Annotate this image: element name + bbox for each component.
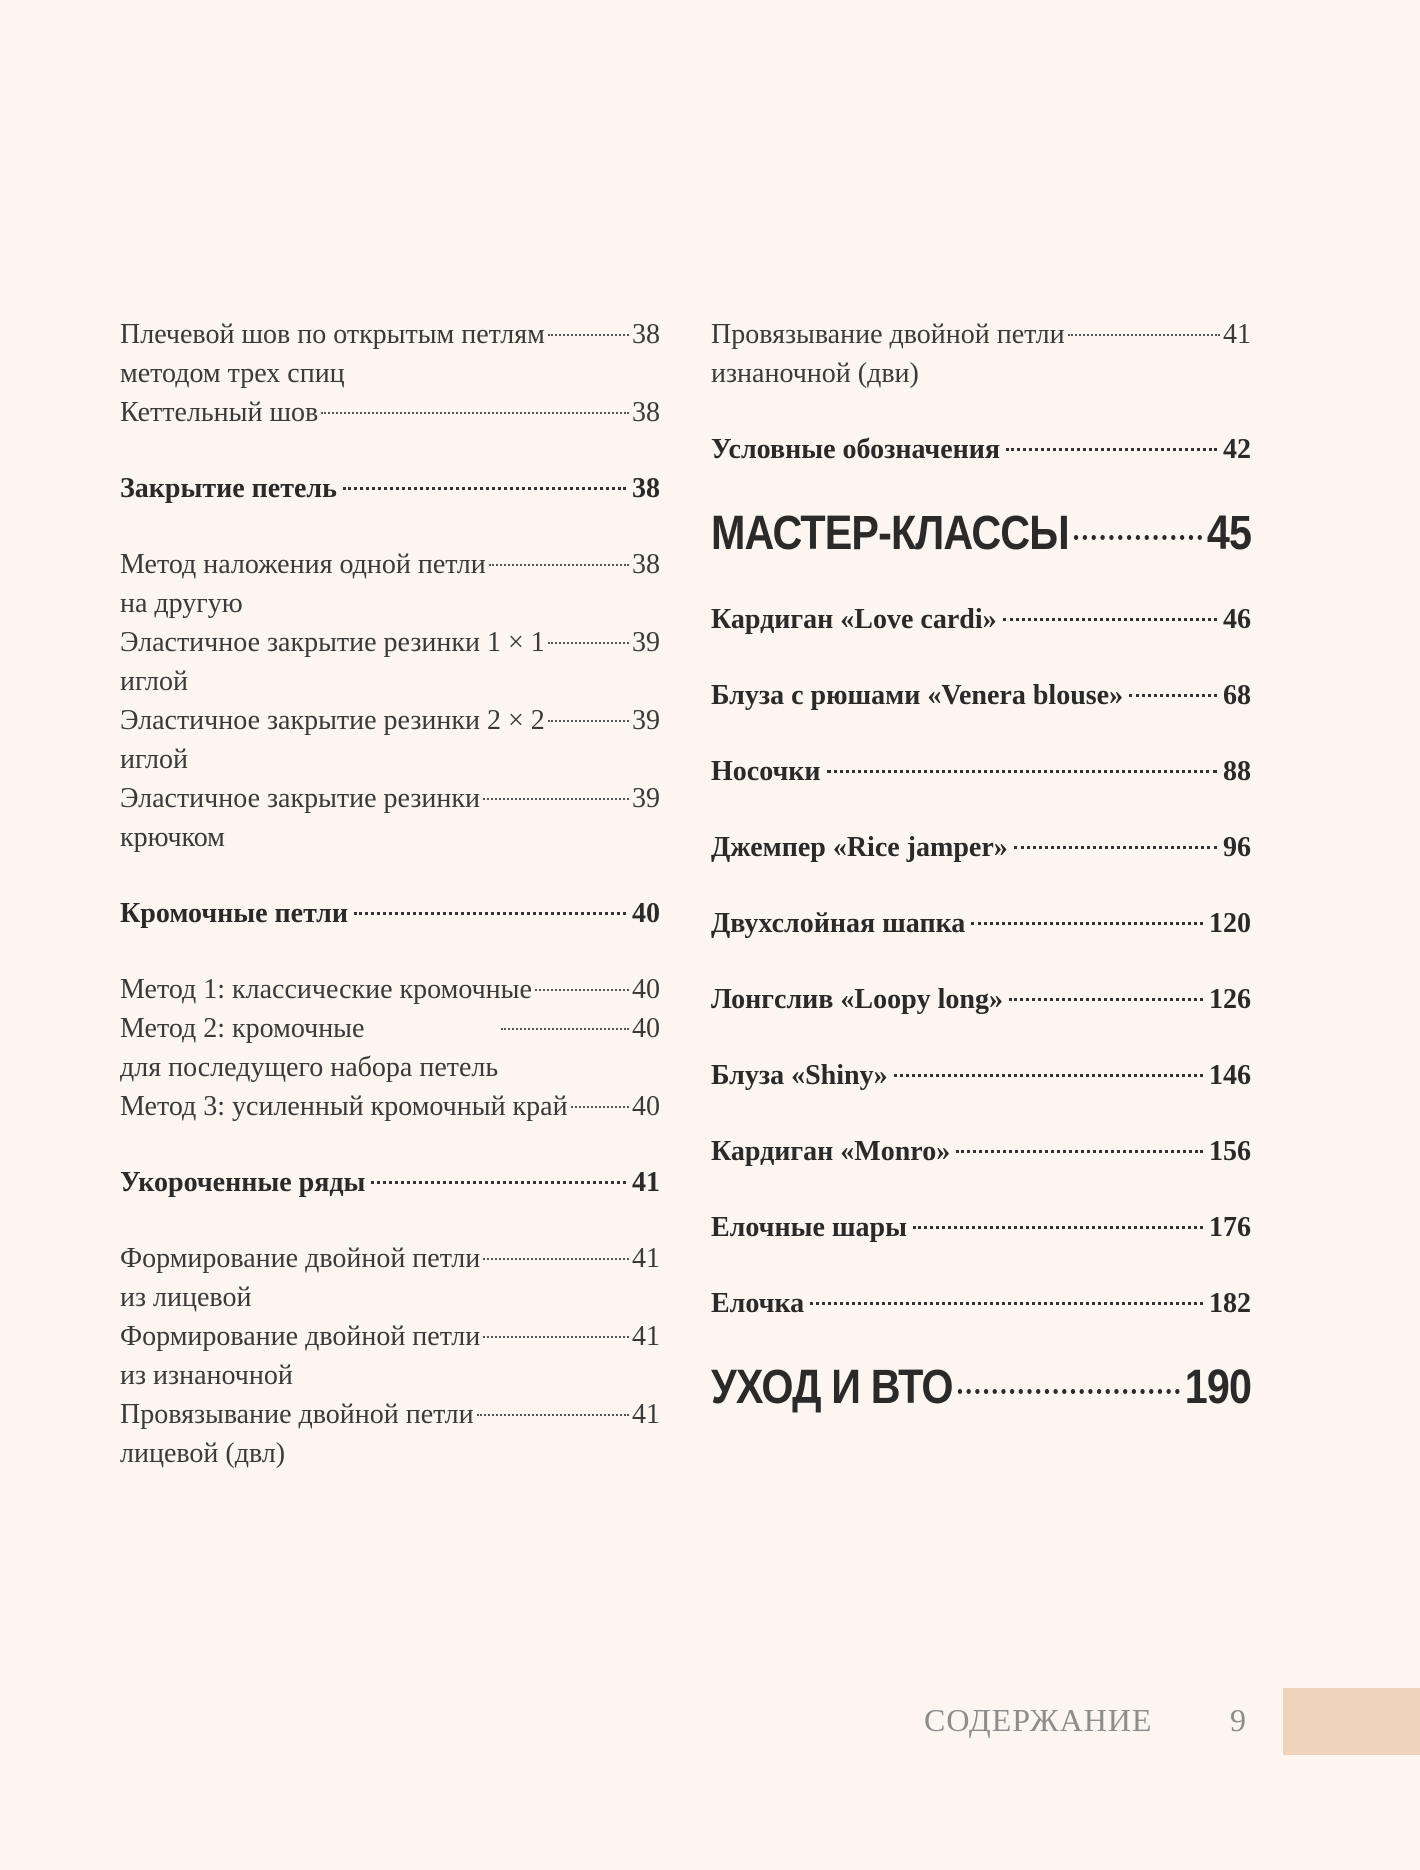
toc-entry-page: 41 <box>632 1167 660 1198</box>
toc-entry-title: Метод наложения одной петли на другую <box>120 549 486 619</box>
toc-entry-title: Метод 2: кромочные для последущего набора петель <box>120 1013 499 1083</box>
toc-entry-page: 40 <box>632 974 660 1005</box>
toc-entry-page: 88 <box>1223 756 1251 787</box>
toc-entry-title: Блуза с рюшами «Venera blouse» <box>711 680 1124 711</box>
dot-leader <box>971 922 1203 925</box>
toc-entry-page: 68 <box>1223 680 1251 711</box>
toc-entry-sub[interactable] <box>120 701 660 779</box>
dot-leader <box>489 564 629 566</box>
toc-entry-title: Кардиган «Monro» <box>711 1136 951 1167</box>
toc-entry-page: 45 <box>1206 507 1252 560</box>
toc-entry-section[interactable] <box>711 828 1251 867</box>
dot-leader <box>548 720 629 722</box>
dot-leader <box>483 798 629 800</box>
toc-entry-title: Провязывание двойной петли изнаночной (дви) <box>711 319 1065 389</box>
toc-left-column <box>120 315 660 1473</box>
toc-entry-page: 41 <box>632 1243 660 1274</box>
toc-entry-title: Носочки <box>711 756 821 787</box>
toc-entry-title: МАСТЕР-КЛАССЫ <box>711 507 1069 560</box>
toc-entry-sub[interactable] <box>120 545 660 623</box>
toc-entry-title: Провязывание двойной петли лицевой (двл) <box>120 1399 474 1469</box>
toc-entry-page: 126 <box>1209 984 1251 1015</box>
toc-entry-title: Кеттельный шов <box>120 397 319 428</box>
toc-entry-title: Плечевой шов по открытым петлям методом трех спиц <box>120 319 545 389</box>
toc-entry-major[interactable] <box>711 506 1251 562</box>
dot-leader <box>483 1258 629 1260</box>
toc-entry-title: Метод 3: усиленный кромочный край <box>120 1091 568 1122</box>
toc-entry-sub[interactable] <box>120 1009 660 1087</box>
dot-leader <box>1014 846 1217 849</box>
dot-leader <box>321 412 629 414</box>
toc-entry-page: 40 <box>632 1013 660 1044</box>
toc-entry-page: 42 <box>1223 434 1251 465</box>
dot-leader <box>1068 334 1220 336</box>
toc-entry-title: Кардиган «Love cardi» <box>711 604 997 635</box>
dot-leader <box>958 1389 1180 1394</box>
toc-entry-page: 39 <box>632 627 660 658</box>
toc-right-column <box>711 315 1251 1454</box>
toc-entry-page: 120 <box>1209 908 1251 939</box>
toc-entry-page: 38 <box>632 319 660 350</box>
toc-entry-sub[interactable] <box>711 315 1251 393</box>
toc-entry-section[interactable] <box>120 894 660 933</box>
toc-entry-title: Эластичное закрытие резинки крючком <box>120 783 480 853</box>
toc-entry-title: Эластичное закрытие резинки 2 × 2 иглой <box>120 705 545 775</box>
dot-leader <box>548 642 629 644</box>
toc-entry-section[interactable] <box>120 1163 660 1202</box>
toc-entry-page: 96 <box>1223 832 1251 863</box>
page-number: 9 <box>1230 1702 1246 1738</box>
toc-entry-title: Формирование двойной петли из лицевой <box>120 1243 481 1313</box>
toc-entry-title: Двухслойная шапка <box>711 908 966 939</box>
toc-entry-section[interactable] <box>711 1208 1251 1247</box>
dot-leader <box>956 1150 1203 1153</box>
toc-entry-sub[interactable] <box>120 1239 660 1317</box>
toc-entry-title: Джемпер «Rice jamper» <box>711 832 1008 863</box>
toc-entry-title: Условные обозначения <box>711 434 1001 465</box>
dot-leader <box>1074 535 1202 540</box>
toc-entry-title: Лонгслив «Loopy long» <box>711 984 1004 1015</box>
toc-entry-sub[interactable] <box>120 1317 660 1395</box>
toc-entry-title: УХОД И ВТО <box>711 1361 953 1414</box>
toc-entry-title: Укороченные ряды <box>120 1167 366 1198</box>
toc-entry-section[interactable] <box>711 752 1251 791</box>
toc-entry-page: 38 <box>632 473 660 504</box>
toc-entry-page: 41 <box>1223 319 1251 350</box>
dot-leader <box>894 1074 1203 1077</box>
toc-entry-title: Закрытие петель <box>120 473 337 504</box>
toc-entry-title: Елочные шары <box>711 1212 907 1243</box>
toc-entry-title: Кромочные петли <box>120 898 348 929</box>
toc-entry-title: Блуза «Shiny» <box>711 1060 888 1091</box>
dot-leader <box>477 1414 629 1416</box>
dot-leader <box>354 912 626 915</box>
toc-entry-title: Эластичное закрытие резинки 1 × 1 иглой <box>120 627 545 697</box>
toc-entry-page: 146 <box>1209 1060 1251 1091</box>
dot-leader <box>343 487 626 490</box>
dot-leader <box>1006 448 1217 451</box>
toc-entry-section[interactable] <box>711 600 1251 639</box>
toc-entry-section[interactable] <box>711 1056 1251 1095</box>
toc-entry-section[interactable] <box>120 469 660 508</box>
dot-leader <box>913 1226 1203 1229</box>
toc-entry-sub[interactable] <box>120 623 660 701</box>
dot-leader <box>571 1106 629 1108</box>
toc-entry-page: 190 <box>1184 1361 1252 1414</box>
dot-leader <box>371 1181 626 1184</box>
toc-entry-title: Формирование двойной петли из изнаночной <box>120 1321 481 1391</box>
toc-entry-major[interactable] <box>711 1360 1251 1416</box>
dot-leader <box>483 1336 629 1338</box>
dot-leader <box>548 334 629 336</box>
toc-entry-section[interactable] <box>711 430 1251 469</box>
toc-entry-section[interactable] <box>711 980 1251 1019</box>
toc-entry-title: Метод 1: классические кромочные <box>120 974 532 1005</box>
toc-entry-section[interactable] <box>711 1284 1251 1323</box>
toc-entry-page: 182 <box>1209 1288 1251 1319</box>
toc-entry-title: Елочка <box>711 1288 805 1319</box>
toc-entry-page: 40 <box>632 898 660 929</box>
dot-leader <box>810 1302 1203 1305</box>
toc-entry-page: 39 <box>632 705 660 736</box>
toc-entry-page: 41 <box>632 1321 660 1352</box>
toc-entry-sub[interactable] <box>120 1395 660 1473</box>
toc-entry-page: 176 <box>1209 1212 1251 1243</box>
dot-leader <box>827 770 1217 773</box>
toc-entry-sub[interactable] <box>120 970 660 1009</box>
toc-entry-section[interactable] <box>711 1132 1251 1171</box>
color-tab-marker <box>1283 1688 1420 1755</box>
toc-entry-sub[interactable] <box>120 1087 660 1126</box>
toc-entry-page: 156 <box>1209 1136 1251 1167</box>
toc-entry-page: 39 <box>632 783 660 814</box>
dot-leader <box>1129 694 1217 697</box>
dot-leader <box>501 1028 629 1030</box>
dot-leader <box>1009 998 1203 1001</box>
toc-entry-section[interactable] <box>711 676 1251 715</box>
toc-entry-sub[interactable] <box>120 779 660 857</box>
toc-entry-page: 38 <box>632 397 660 428</box>
toc-entry-page: 41 <box>632 1399 660 1430</box>
toc-entry-page: 46 <box>1223 604 1251 635</box>
toc-entry-sub[interactable] <box>120 393 660 432</box>
running-footer-section: СОДЕРЖАНИЕ <box>924 1702 1153 1738</box>
toc-entry-section[interactable] <box>711 904 1251 943</box>
dot-leader <box>1003 618 1217 621</box>
toc-entry-page: 38 <box>632 549 660 580</box>
toc-entry-page: 40 <box>632 1091 660 1122</box>
toc-entry-sub[interactable] <box>120 315 660 393</box>
dot-leader <box>535 989 629 991</box>
